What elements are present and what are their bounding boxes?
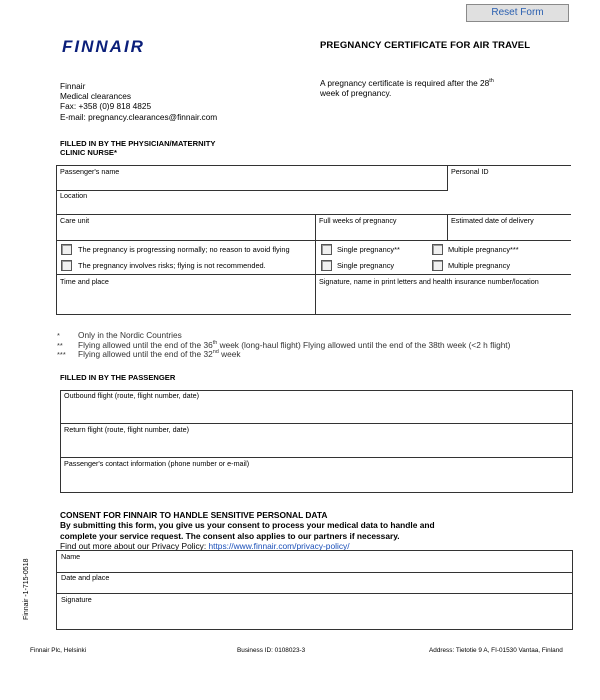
table-rule	[447, 165, 448, 191]
table-rule	[60, 457, 573, 458]
footnote-sup: nd	[212, 349, 219, 356]
table-rule	[56, 214, 571, 215]
note-text: A pregnancy certificate is required after the 28	[320, 78, 490, 88]
table-rule	[60, 423, 573, 424]
footnote-mark: **	[57, 341, 63, 350]
table-rule	[56, 314, 571, 315]
consent-text: complete your service request. The consent also applies to our partners if necessary.	[60, 530, 400, 541]
address-line: Medical clearances	[60, 91, 132, 102]
reset-form-button[interactable]: Reset Form	[466, 4, 569, 22]
physician-signature-label: Signature, name in print letters and health insurance number/location	[319, 277, 539, 286]
table-rule	[56, 274, 571, 275]
page-title: PREGNANCY CERTIFICATE FOR AIR TRAVEL	[320, 40, 531, 51]
risk-pregnancy-checkbox[interactable]	[61, 260, 72, 271]
footnote-sup: th	[212, 340, 218, 347]
single-pregnancy-checkbox-1[interactable]	[321, 244, 332, 255]
multiple-pregnancy-label-1: Multiple pregnancy***	[448, 245, 519, 254]
note-sup: th	[489, 78, 494, 85]
normal-pregnancy-label: The pregnancy is progressing normally; no reason to avoid flying	[78, 245, 290, 254]
form-code: Finnair -1-715-0518	[23, 558, 30, 620]
single-pregnancy-checkbox-2[interactable]	[321, 260, 332, 271]
address-line: Finnair	[60, 81, 86, 91]
consent-text: Find out more about our Privacy Policy:	[60, 541, 209, 552]
heading-line: CLINIC NURSE*	[60, 148, 117, 157]
consent-block	[60, 510, 530, 552]
privacy-policy-link[interactable]: https://www.finnair.com/privacy-policy/	[208, 541, 350, 552]
care-unit-label: Care unit	[60, 216, 90, 225]
name-label: Name	[61, 552, 81, 561]
footnote-mark: *	[57, 331, 60, 340]
multiple-pregnancy-checkbox-2[interactable]	[432, 260, 443, 271]
passenger-table	[60, 390, 573, 493]
personal-id-label: Personal ID	[451, 167, 489, 176]
footnote	[57, 330, 182, 340]
footnote-text: week (long-haul flight) Flying allowed until the end of the 38th week (<2 h flight)	[217, 340, 511, 350]
footnote-text: week	[218, 349, 241, 359]
footer-business-id: Business ID: 0108023-3	[237, 647, 306, 654]
single-pregnancy-label-2: Single pregnancy	[337, 261, 395, 270]
multiple-pregnancy-checkbox-1[interactable]	[432, 244, 443, 255]
footnote-text: Only in the Nordic Countries	[78, 330, 182, 340]
contact-info-label: Passenger's contact information (phone number or e-mail)	[64, 459, 250, 468]
address-line: E-mail: pregnancy.clearances@finnair.com	[60, 111, 218, 122]
passenger-name-label: Passenger's name	[60, 167, 120, 176]
footnote-mark: ***	[57, 350, 66, 359]
due-date-label: Estimated date of delivery	[451, 216, 534, 225]
address-line: Fax: +358 (0)9 818 4825	[60, 101, 152, 112]
single-pregnancy-label-1: Single pregnancy**	[337, 245, 400, 254]
consent-heading: CONSENT FOR FINNAIR TO HANDLE SENSITIVE PERSONAL DATA	[60, 510, 328, 520]
signature-label: Signature	[61, 595, 92, 604]
note-text: week of pregnancy.	[320, 88, 392, 99]
return-flight-label: Return flight (route, flight number, date)	[64, 425, 190, 434]
table-rule	[56, 593, 573, 594]
outbound-flight-label: Outbound flight (route, flight number, date)	[64, 391, 200, 400]
footer-address: Address: Tietotie 9 A, FI-01530 Vantaa, Finland	[429, 647, 563, 654]
table-rule	[315, 214, 316, 314]
consent-text: By submitting this form, you give us your consent to process your medical data to handle and	[60, 520, 435, 531]
normal-pregnancy-checkbox[interactable]	[61, 244, 72, 255]
passenger-heading: FILLED IN BY THE PASSENGER	[60, 373, 176, 382]
footnote-text: Flying allowed until the end of the 32	[78, 349, 213, 359]
signature-table	[56, 550, 573, 630]
table-rule	[56, 572, 573, 573]
risk-pregnancy-label: The pregnancy involves risks; flying is not recommended.	[78, 261, 266, 270]
table-rule	[56, 165, 57, 314]
location-label: Location	[60, 191, 88, 200]
multiple-pregnancy-label-2: Multiple pregnancy	[448, 261, 511, 270]
footnote-text: Flying allowed until the end of the 36	[78, 340, 213, 350]
time-place-label: Time and place	[60, 277, 109, 286]
table-rule	[447, 214, 448, 240]
heading-line: FILLED IN BY THE PHYSICIAN/MATERNITY	[60, 139, 216, 148]
footnote	[57, 349, 241, 359]
table-rule	[56, 190, 447, 191]
table-rule	[56, 240, 571, 241]
physician-heading	[60, 139, 215, 157]
brand-wordmark: FINNAIR	[62, 37, 145, 56]
requirement-note	[320, 78, 530, 99]
date-place-label: Date and place	[61, 573, 110, 582]
footer-company: Finnair Plc, Helsinki	[30, 647, 87, 654]
full-weeks-label: Full weeks of pregnancy	[319, 216, 397, 225]
address-block	[60, 81, 217, 122]
table-rule	[56, 165, 571, 166]
finnair-logo	[62, 36, 192, 56]
